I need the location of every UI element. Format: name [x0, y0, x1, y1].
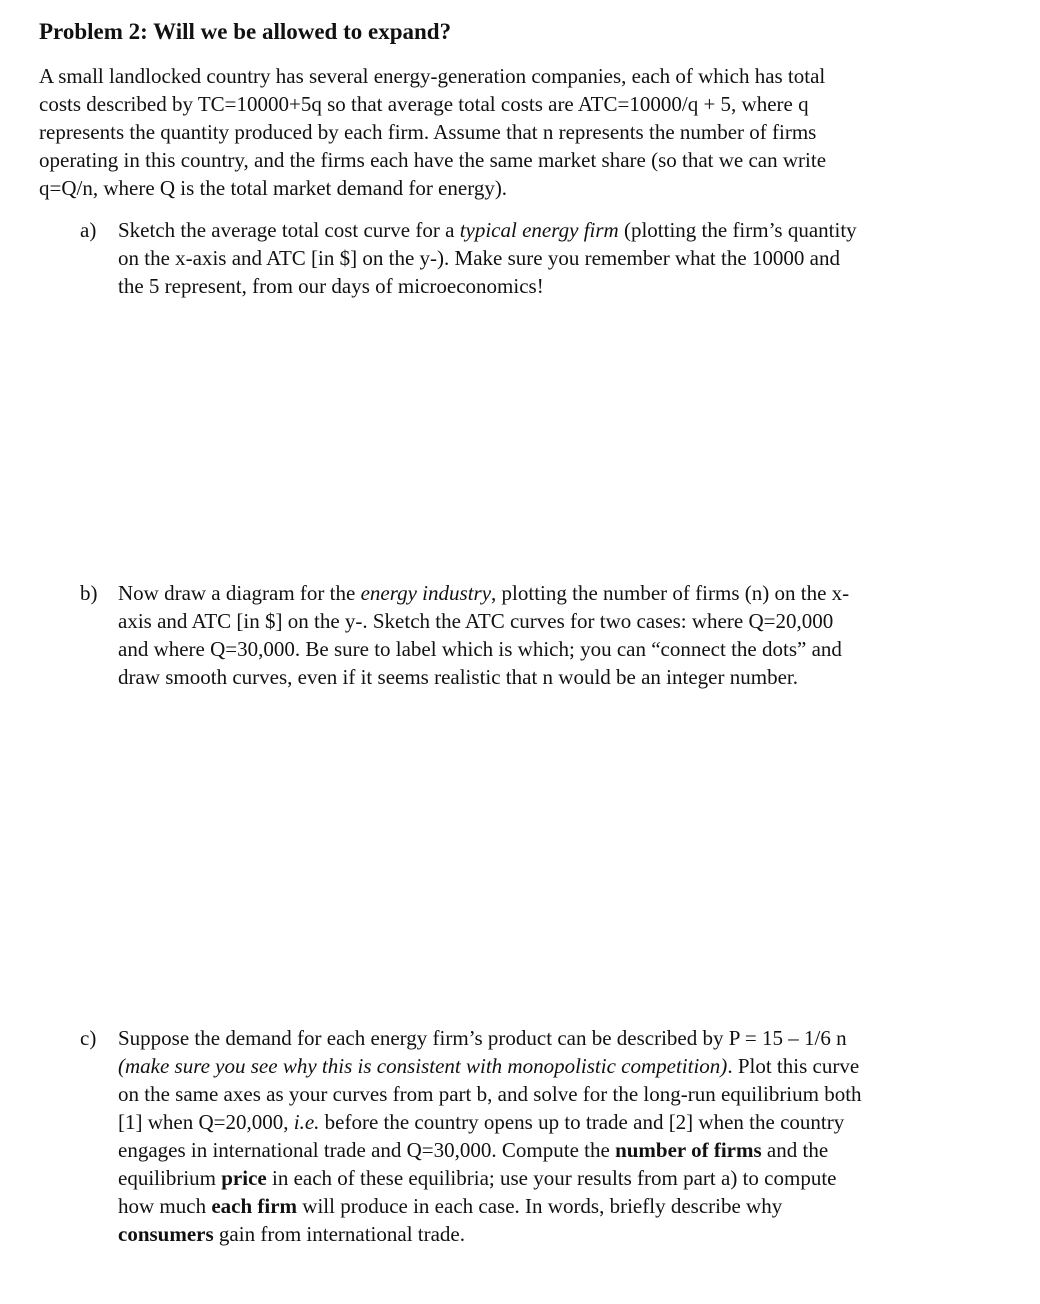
text-run: how much: [118, 1194, 212, 1218]
text-run: (plotting the firm’s quantity: [618, 218, 857, 242]
part-c-line: Suppose the demand for each energy firm’s product can be described by P = 15 – 1/6 n: [118, 1026, 847, 1050]
text-run: , plotting the number of firms (n) on the x-: [491, 581, 850, 605]
part-b-line: and where Q=30,000. Be sure to label which is which; you can “connect the dots” and: [118, 637, 842, 661]
bold-run: price: [221, 1166, 267, 1190]
part-b-line: draw smooth curves, even if it seems realistic that n would be an integer number.: [118, 665, 798, 689]
part-a-text: [118, 216, 998, 300]
emphasis-run: (make sure you see why this is consistent with monopolistic competition): [118, 1054, 728, 1078]
part-c-line: [118, 1052, 998, 1080]
part-c-marker: c): [80, 1026, 97, 1050]
part-c-line: [118, 1192, 998, 1220]
part-c-text: [118, 1024, 998, 1248]
bold-run: each firm: [211, 1194, 298, 1218]
text-run: Sketch the average total cost curve for a: [118, 218, 460, 242]
part-c-line: [118, 1136, 998, 1164]
text-run: will produce in each case. In words, briefly describe why: [297, 1194, 783, 1218]
part-b-marker: b): [80, 581, 98, 605]
text-run: gain from international trade.: [213, 1222, 465, 1246]
intro-line: costs described by TC=10000+5q so that average total costs are ATC=10000/q + 5, where q: [39, 92, 809, 116]
part-b-line: axis and ATC [in $] on the y-. Sketch the ATC curves for two cases: where Q=20,000: [118, 609, 834, 633]
part-a-line: [118, 216, 998, 244]
intro-line: q=Q/n, where Q is the total market demand for energy).: [39, 176, 508, 200]
bold-run: number of firms: [615, 1138, 762, 1162]
part-a-line: on the x-axis and ATC [in $] on the y-). Make sure you remember what the 10000 and: [118, 246, 840, 270]
emphasis-run: typical energy firm: [459, 218, 619, 242]
text-run: Now draw a diagram for the: [118, 581, 361, 605]
intro-line: represents the quantity produced by each firm. Assume that n represents the number of firms: [39, 120, 817, 144]
intro-line: operating in this country, and the firms each have the same market share (so that we can write: [39, 148, 827, 172]
part-c-line: [118, 1164, 998, 1192]
part-c-line: [118, 1108, 998, 1136]
part-a-marker: a): [80, 218, 97, 242]
text-run: engages in international trade and Q=30,000. Compute the: [118, 1138, 616, 1162]
text-run: . Plot this curve: [727, 1054, 860, 1078]
part-b-line: [118, 579, 998, 607]
text-run: in each of these equilibria; use your results from part a) to compute: [266, 1166, 837, 1190]
part-b-text: [118, 579, 998, 691]
problem-title: Problem 2: Will we be allowed to expand?: [39, 19, 452, 44]
text-run: equilibrium: [118, 1166, 222, 1190]
emphasis-run: energy industry: [360, 581, 492, 605]
bold-run: consumers: [118, 1222, 214, 1246]
emphasis-run: i.e.: [293, 1110, 320, 1134]
problem-intro: [39, 62, 999, 202]
intro-line: A small landlocked country has several energy-generation companies, each of which has total: [39, 64, 826, 88]
part-c-line: [118, 1220, 998, 1248]
text-run: before the country opens up to trade and [2] when the country: [319, 1110, 845, 1134]
text-run: [1] when Q=20,000,: [118, 1110, 294, 1134]
text-run: and the: [761, 1138, 829, 1162]
part-a-line: the 5 represent, from our days of microeconomics!: [118, 274, 544, 298]
part-c-line: on the same axes as your curves from part b, and solve for the long-run equilibrium both: [118, 1082, 862, 1106]
